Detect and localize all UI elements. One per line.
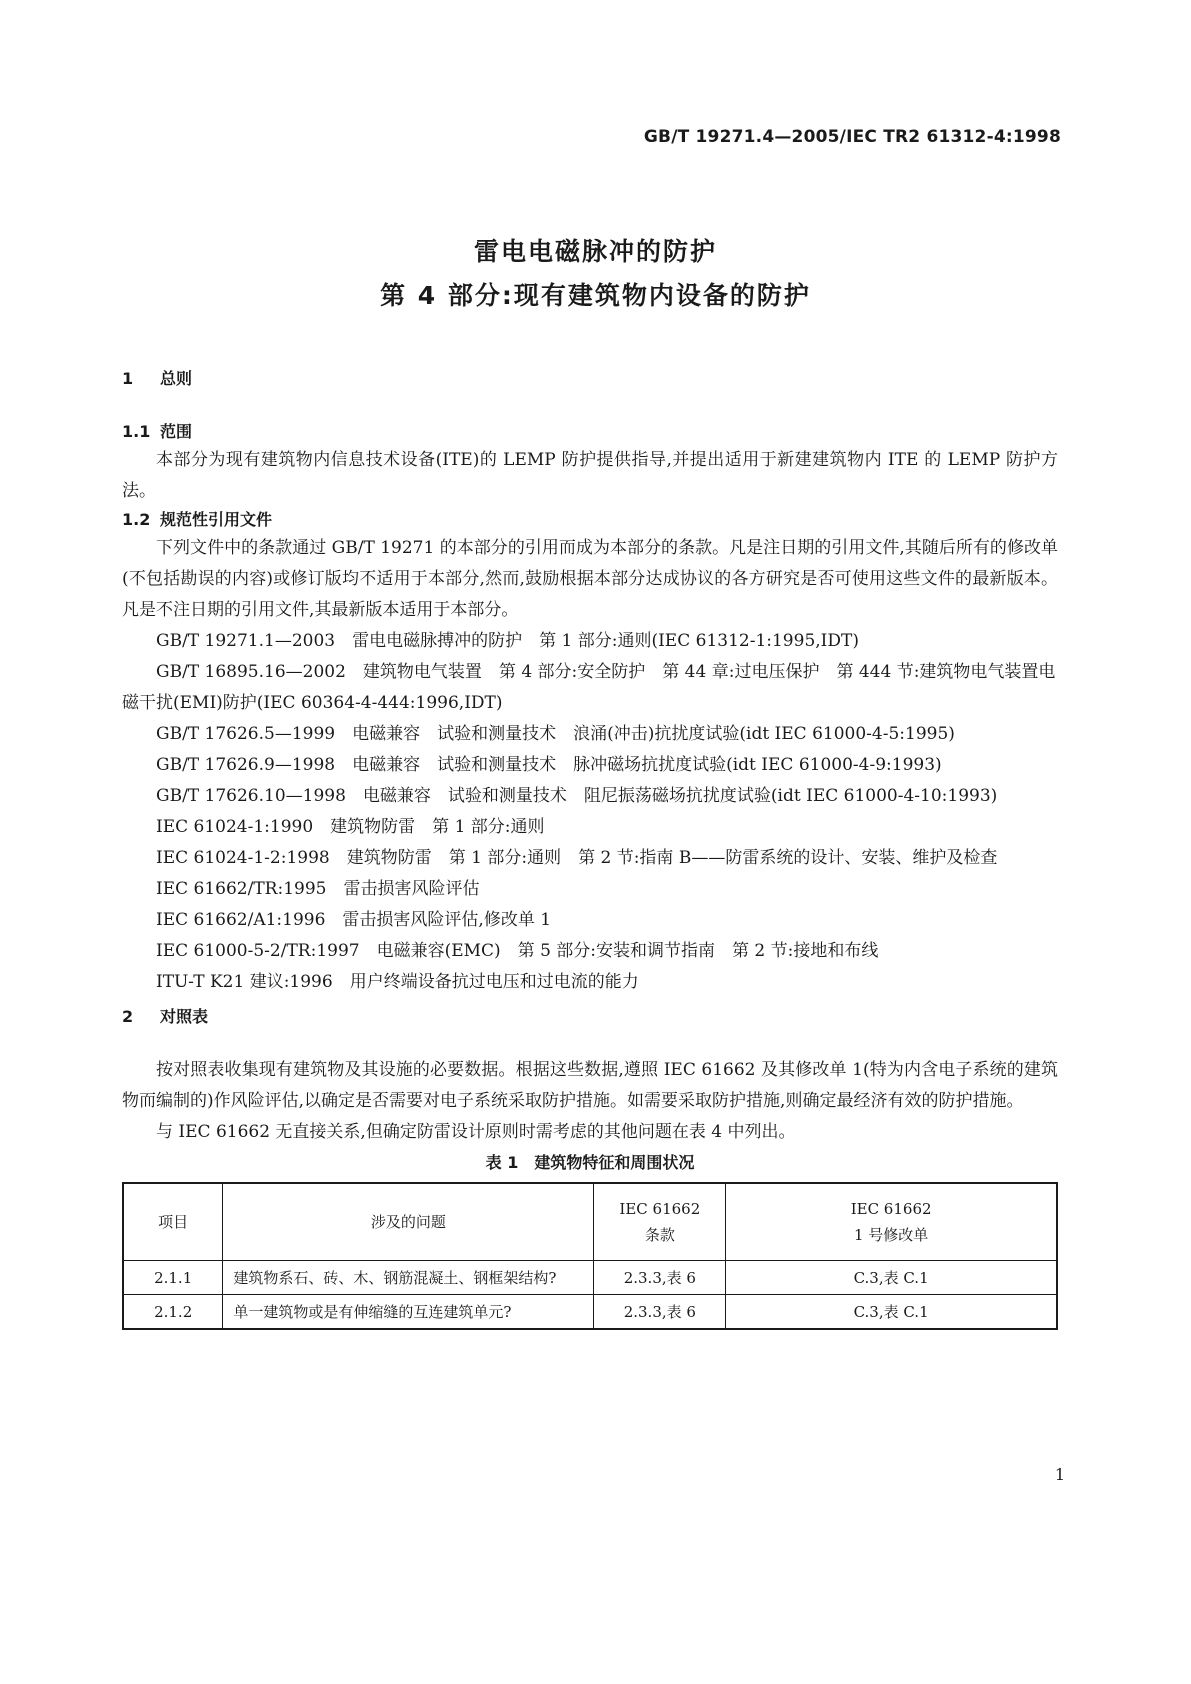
reference-item: GB/T 17626.10—1998 电磁兼容 试验和测量技术 阻尼振荡磁场抗扰度试验(idt IEC 61000-4-10:1993) [156,786,998,806]
section-number: 2 [122,1007,134,1026]
document-title-line1: 雷电电磁脉冲的防护 [473,237,717,266]
normative-references-intro: 下列文件中的条款通过 GB/T 19271 的本部分的引用而成为本部分的条款。凡是注日期的引用文件,其随后所有的修改单(不包括勘误的内容)或修订版均不适用于本部分,然而,鼓励根据本部分达成协议的各方研究是否可使用这些文件的最新版本。凡是不注日期的引用文件,其最新版本适用于本部分。 [122,538,1058,620]
cell-amendment: C.3,表 C.1 [726,1261,1057,1295]
header-line: IEC 61662 [850,1200,932,1218]
reference-item: IEC 61000-5-2/TR:1997 电磁兼容(EMC) 第 5 部分:安装和调节指南 第 2 节:接地和布线 [156,941,879,961]
cell-question: 建筑物系石、砖、木、钢筋混凝土、钢框架结构? [223,1261,594,1295]
header-line: 1 号修改单 [853,1226,929,1244]
reference-item: IEC 61024-1:1990 建筑物防雷 第 1 部分:通则 [156,817,545,837]
reference-item: GB/T 17626.5—1999 电磁兼容 试验和测量技术 浪涌(冲击)抗扰度试验(idt IEC 61000-4-5:1995) [156,724,955,744]
table-header-row [123,1183,1057,1261]
column-header-iec-clause [594,1183,726,1261]
reference-item: IEC 61662/TR:1995 雷击损害风险评估 [156,879,480,899]
section-title: 总则 [160,369,193,388]
column-header-item: 项目 [123,1183,223,1261]
section-number: 1.1 [122,422,151,441]
reference-item: GB/T 19271.1—2003 雷电电磁脉搏冲的防护 第 1 部分:通则(IEC 61312-1:1995,IDT) [156,631,859,651]
section-number: 1 [122,369,134,388]
reference-item: GB/T 17626.9—1998 电磁兼容 试验和测量技术 脉冲磁场抗扰度试验(idt IEC 61000-4-9:1993) [156,755,942,775]
reference-item: GB/T 16895.16—2002 建筑物电气装置 第 4 部分:安全防护 第 44 章:过电压保护 第 444 节:建筑物电气装置电磁干扰(EMI)防护(IEC 60364-4-444:1996,IDT) [122,662,1056,713]
cell-item: 2.1.2 [123,1295,223,1330]
page-number: 1 [1054,1465,1065,1484]
section-1-2-heading [122,507,1058,533]
checklist-note-paragraph: 与 IEC 61662 无直接关系,但确定防雷设计原则时需考虑的其他问题在表 4 中列出。 [156,1122,796,1142]
table-row [123,1261,1057,1295]
cell-amendment: C.3,表 C.1 [726,1295,1057,1330]
reference-list [122,626,1058,998]
checklist-paragraph: 按对照表收集现有建筑物及其设施的必要数据。根据这些数据,遵照 IEC 61662 及其修改单 1(特为内含电子系统的建筑物而编制的)作风险评估,以确定是否需要对电子系统采取防护措施。如需要采取防护措施,则确定最经济有效的防护措施。 [122,1060,1058,1111]
document-title-line2: 第 4 部分:现有建筑物内设备的防护 [380,281,811,310]
section-title: 范围 [160,422,193,441]
table-caption: 表 1 建筑物特征和周围状况 [485,1153,695,1172]
section-number: 1.2 [122,510,151,529]
cell-item: 2.1.1 [123,1261,223,1295]
column-header-question: 涉及的问题 [223,1183,594,1261]
section-title: 对照表 [160,1007,209,1026]
section-1-heading [122,366,1058,389]
scope-paragraph: 本部分为现有建筑物内信息技术设备(ITE)的 LEMP 防护提供指导,并提出适用于新建建筑物内 ITE 的 LEMP 防护方法。 [122,450,1058,501]
reference-item: IEC 61662/A1:1996 雷击损害风险评估,修改单 1 [156,910,552,930]
cell-iec-clause: 2.3.3,表 6 [594,1261,726,1295]
section-2-heading [122,1004,1058,1027]
cell-iec-clause: 2.3.3,表 6 [594,1295,726,1330]
column-header-amendment [726,1183,1057,1261]
section-1-1-heading [122,419,1058,445]
building-characteristics-table [122,1182,1058,1330]
section-title: 规范性引用文件 [160,510,273,529]
reference-item: ITU-T K21 建议:1996 用户终端设备抗过电压和过电流的能力 [156,972,639,992]
header-line: 条款 [644,1226,675,1244]
header-line: IEC 61662 [619,1200,701,1218]
reference-item: IEC 61024-1-2:1998 建筑物防雷 第 1 部分:通则 第 2 节:指南 B——防雷系统的设计、安装、维护及检查 [156,848,998,868]
document-body [122,366,1058,1330]
cell-question: 单一建筑物或是有伸缩缝的互连建筑单元? [223,1295,594,1330]
standard-number: GB/T 19271.4—2005/IEC TR2 61312-4:1998 [643,127,1061,147]
table-row [123,1295,1057,1330]
